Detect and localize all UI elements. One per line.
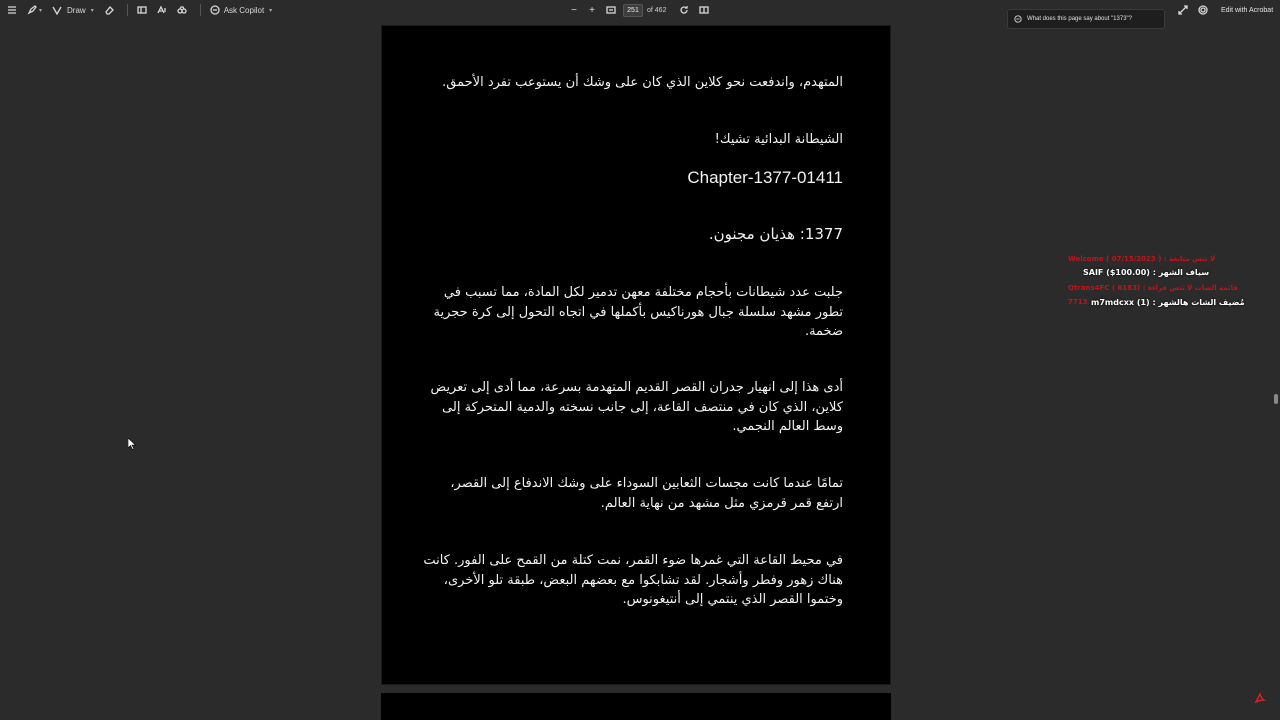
acrobat-icon[interactable]: [1254, 692, 1266, 704]
text-box-icon: [137, 5, 147, 15]
chapter-title: Chapter-1377-01411: [687, 168, 843, 187]
pen-icon: [52, 5, 62, 15]
scrollbar-thumb[interactable]: [1274, 394, 1278, 404]
immersive-reader-icon: [177, 5, 187, 15]
page-view-button[interactable]: [696, 2, 712, 18]
highlight-button[interactable]: [24, 2, 45, 18]
rotate-icon: [679, 5, 689, 15]
ask-copilot-button[interactable]: [207, 2, 275, 18]
draw-label: Draw: [67, 5, 86, 15]
pdf-page: [381, 25, 891, 685]
paragraph: أدى هذا إلى انهيار جدران القصر القديم المتهدمة بسرعة، مما أدى إلى تعريض كلاين، الذي كان في منتصف القاعة، إلى جانب نسخته والدمية المتحركة إلى وسط العالم النجمي.: [430, 380, 843, 434]
highlighter-icon: [27, 5, 37, 15]
draw-button[interactable]: [49, 2, 97, 18]
read-aloud-icon: [157, 5, 167, 15]
chevron-down-icon: ▾: [90, 7, 94, 14]
overlay-red-line: 7713: [1068, 298, 1088, 306]
chevron-down-icon: ▾: [269, 7, 273, 14]
erase-button[interactable]: [101, 2, 117, 18]
fit-page-button[interactable]: [603, 2, 619, 18]
list-icon: [7, 5, 17, 15]
immersive-reader-button[interactable]: [174, 2, 190, 18]
divider: [200, 4, 201, 16]
overlay-white-line: m7mdcxx (1) : مُضيف الشات هالشهر: [1091, 298, 1245, 307]
settings-button[interactable]: [1195, 2, 1211, 18]
zoom-in-button[interactable]: +: [589, 4, 595, 16]
page-number-input[interactable]: 251: [623, 4, 643, 17]
paragraph: تمامًا عندما كانت مجسات الثعابين السوداء على وشك الاندفاع إلى القصر، ارتفع قمر قرمزي مثل مشهد من نهاية العالم.: [450, 476, 843, 511]
fit-width-icon: [606, 5, 616, 15]
chapter-heading: 1377: هذيان مجنون.: [708, 225, 843, 243]
read-aloud-button[interactable]: [154, 2, 170, 18]
copilot-icon: [1014, 15, 1022, 23]
overlay-red-line: Welcome ( 07/15/2023 ) : لا تنس متابعة: [1068, 255, 1216, 263]
gear-icon: [1198, 5, 1208, 15]
zoom-out-button[interactable]: −: [571, 4, 577, 16]
copilot-prompt-suggestion[interactable]: [1007, 9, 1165, 29]
expand-button[interactable]: [1175, 2, 1191, 18]
copilot-icon: [210, 5, 220, 15]
ask-copilot-label: Ask Copilot: [223, 5, 265, 15]
expand-icon: [1178, 5, 1188, 15]
overlay-white-line: SAIF ($100.00) : سياف الشهر: [1083, 268, 1210, 277]
chevron-down-icon: ▾: [39, 7, 43, 14]
divider: [127, 4, 128, 16]
text-box-button[interactable]: [134, 2, 150, 18]
page-total: of 462: [647, 6, 667, 14]
eraser-icon: [104, 5, 114, 15]
paragraph: الشيطانة البدائية تشيك!: [714, 132, 843, 147]
paragraph: المتهدم، واندفعت نحو كلاين الذي كان على وشك أن يستوعب تفرد الأحمق.: [442, 75, 843, 90]
contents-button[interactable]: [4, 2, 20, 18]
pdf-page-next: [381, 693, 891, 720]
edit-with-acrobat-button[interactable]: Edit with Acrobat: [1221, 6, 1274, 14]
mouse-cursor-icon: [128, 438, 136, 450]
stream-overlay: [1064, 255, 1264, 315]
overlay-red-line: Qtrans4FC ( 6183) : قائمة الشات لا تنس قراءة: [1068, 284, 1238, 292]
rotate-button[interactable]: [676, 2, 692, 18]
paragraph: في محيط القاعة التي غمرها ضوء القمر، نمت كتلة من القمح على الفور. كانت هناك زهور وفطر وأشجار. لقد تشابكوا مع بعضهم البعض، طبقة تلو الأخرى، وختموا القصر الذي ينتمي إلى أنتيغونوس.: [423, 553, 843, 607]
copilot-prompt-text: What does this page say about "1373"?: [1027, 16, 1132, 22]
page-view-icon: [699, 5, 709, 15]
paragraph: جلبت عدد شيطانات بأحجام مختلفة معهن تدمير لكل المادة، مما تسبب في تطور مشهد سلسلة جبال هورناكيس بأكملها في اتجاه التحول إلى كرة حجرية ضخمة.: [433, 285, 843, 339]
